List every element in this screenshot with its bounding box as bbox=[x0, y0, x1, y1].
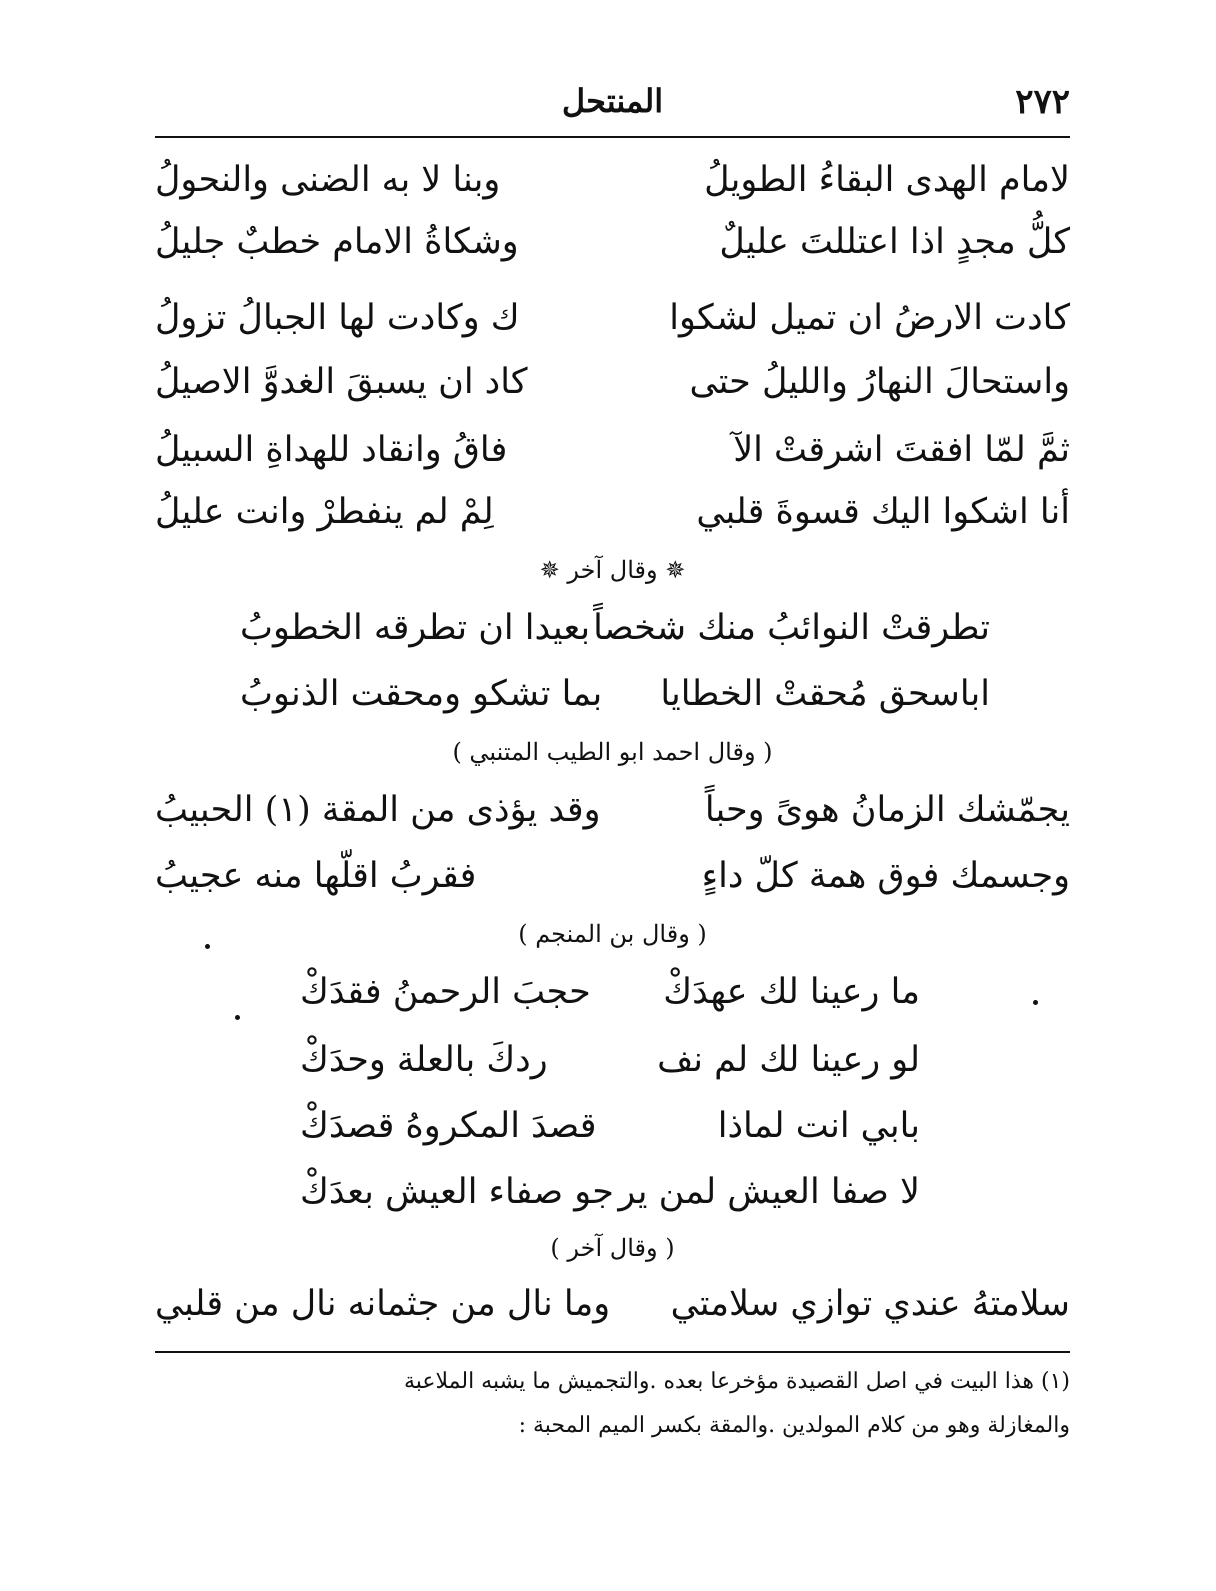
verse-line bbox=[300, 1030, 920, 1090]
section-heading bbox=[155, 550, 1070, 590]
footnote-line: والمغازلة وهو من كلام المولدين .والمقة بكسر الميم المحبة : bbox=[518, 1413, 1070, 1438]
first-hemistich: أنا اشكوا اليك قسوةَ قلبي bbox=[696, 492, 1070, 532]
first-hemistich: لو رعينا لك لم نف bbox=[657, 1040, 920, 1080]
second-hemistich: وشكاةُ الامام خطبٌ جليلُ bbox=[155, 222, 519, 262]
footnote-rule bbox=[155, 1351, 1070, 1353]
ink-speck bbox=[205, 944, 210, 949]
second-hemistich: بعيدا ان تطرقه الخطوبُ bbox=[240, 608, 591, 648]
verse-line bbox=[300, 1096, 920, 1156]
verse-line bbox=[155, 846, 1070, 906]
first-hemistich: ما رعينا لك عهدَكْ bbox=[663, 972, 920, 1012]
footnote bbox=[155, 1360, 1070, 1448]
page-number: ٢٧٢ bbox=[1015, 82, 1070, 122]
verse-line bbox=[300, 1162, 920, 1222]
first-hemistich: اباسحق مُحقتْ الخطايا bbox=[660, 674, 990, 714]
first-hemistich: ثمَّ لمّا افقتَ اشرقتْ الآ bbox=[733, 430, 1070, 470]
second-hemistich: ك وكادت لها الجبالُ تزولُ bbox=[155, 298, 520, 338]
second-hemistich: لِمْ لم ينفطرْ وانت عليلُ bbox=[155, 492, 494, 532]
first-hemistich: لامام الهدى البقاءُ الطويلُ bbox=[704, 160, 1070, 200]
second-hemistich: قصدَ المكروهُ قصدَكْ bbox=[300, 1106, 597, 1146]
verse-line bbox=[155, 1274, 1070, 1334]
first-hemistich: كلُّ مجدٍ اذا اعتللتَ عليلٌ bbox=[719, 222, 1070, 262]
second-hemistich: بما تشكو ومحقت الذنوبُ bbox=[240, 674, 603, 714]
first-hemistich: واستحالَ النهارُ والليلُ حتى bbox=[689, 362, 1070, 402]
verse-line bbox=[300, 962, 920, 1022]
second-hemistich: كاد ان يسبقَ الغدوَّ الاصيلُ bbox=[155, 362, 528, 402]
first-hemistich: بابي انت لماذا bbox=[717, 1106, 920, 1146]
first-hemistich: سلامتهُ عندي توازي سلامتي bbox=[670, 1284, 1070, 1324]
second-hemistich: فقربُ اقلّها منه عجيبُ bbox=[155, 856, 477, 896]
verse-line bbox=[155, 780, 1070, 840]
first-hemistich: يجمّشك الزمانُ هوىً وحباً bbox=[704, 790, 1070, 830]
section-heading: ( وقال احمد ابو الطيب المتنبي ) bbox=[452, 738, 773, 766]
second-hemistich: فاقُ وانقاد للهداةِ السبيلُ bbox=[155, 430, 508, 470]
section-heading: ( وقال آخر ) bbox=[550, 1234, 675, 1262]
ornament-icon: ✵ bbox=[539, 556, 560, 584]
header-rule bbox=[155, 136, 1070, 138]
verse-line bbox=[155, 150, 1070, 210]
first-hemistich: لا صفا العيش لمن ير bbox=[618, 1172, 920, 1212]
ink-speck bbox=[1033, 1000, 1038, 1005]
verse-line bbox=[155, 482, 1070, 542]
verse-line bbox=[240, 598, 990, 658]
verse-line bbox=[155, 288, 1070, 348]
page-header bbox=[155, 82, 1070, 132]
verse-line bbox=[155, 420, 1070, 480]
second-hemistich: جو صفاء العيش بعدَكْ bbox=[300, 1172, 614, 1212]
verse-line bbox=[155, 212, 1070, 272]
second-hemistich: وبنا لا به الضنى والنحولُ bbox=[155, 160, 501, 200]
heading-text: وقال آخر bbox=[567, 556, 658, 584]
second-hemistich: ردكَ بالعلة وحدَكْ bbox=[300, 1040, 548, 1080]
second-hemistich: وقد يؤذى من المقة (١) الحبيبُ bbox=[155, 790, 601, 830]
first-hemistich: وجسمك فوق همة كلّ داءٍ bbox=[701, 856, 1070, 896]
ornament-icon: ✵ bbox=[665, 556, 686, 584]
second-hemistich: وما نال من جثمانه نال من قلبي bbox=[155, 1284, 611, 1324]
verse-line bbox=[155, 352, 1070, 412]
first-hemistich: تطرقتْ النوائبُ منك شخصاً bbox=[593, 608, 990, 648]
running-title: المنتحل bbox=[561, 82, 664, 120]
footnote-line: (١) هذا البيت في اصل القصيدة مؤخرعا بعده .والتجميش ما يشبه الملاعبة bbox=[403, 1369, 1070, 1394]
verse-line bbox=[240, 664, 990, 724]
section-heading: ( وقال بن المنجم ) bbox=[518, 920, 707, 948]
first-hemistich: كادت الارضُ ان تميل لشكوا bbox=[669, 298, 1070, 338]
ink-speck bbox=[235, 1015, 240, 1020]
second-hemistich: حجبَ الرحمنُ فقدَكْ bbox=[300, 972, 591, 1012]
